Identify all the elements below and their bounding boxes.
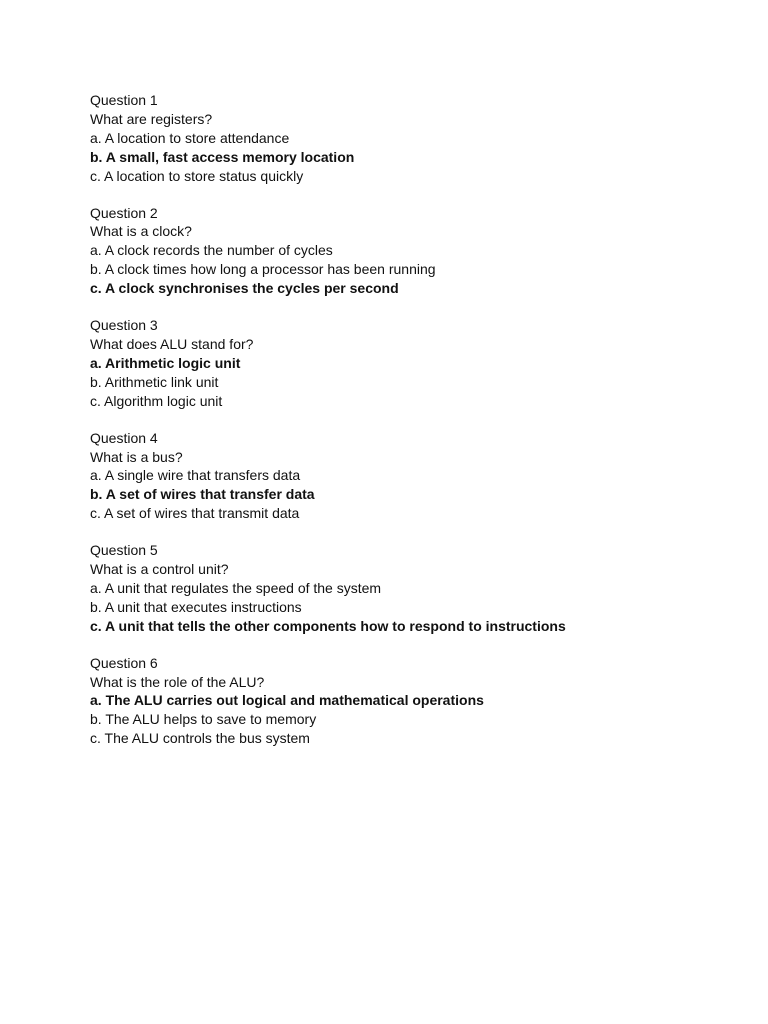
question-heading: Question 5 — [90, 542, 158, 559]
answer-option: a. A location to store attendance — [90, 129, 290, 146]
question-heading: Question 1 — [90, 92, 158, 108]
answer-option: a. A clock records the number of cycles — [90, 242, 333, 259]
question-block — [90, 91, 768, 186]
answer-option: a. The ALU carries out logical and mathematical operations — [90, 692, 484, 709]
question-heading: Question 2 — [90, 204, 158, 221]
answer-option: c. Algorithm logic unit — [90, 392, 223, 409]
question-block — [90, 541, 768, 636]
answer-option: a. Arithmetic logic unit — [90, 354, 241, 371]
question-block — [90, 429, 768, 524]
question-prompt: What is a bus? — [90, 448, 183, 465]
answer-option: b. A clock times how long a processor has been running — [90, 261, 436, 278]
answer-option: c. A clock synchronises the cycles per second — [90, 280, 399, 297]
answer-option: a. A single wire that transfers data — [90, 467, 301, 484]
answer-option: b. Arithmetic link unit — [90, 373, 219, 390]
question-heading: Question 3 — [90, 317, 158, 334]
answer-option: c. A set of wires that transmit data — [90, 505, 300, 522]
question-heading: Question 4 — [90, 429, 158, 446]
answer-option: b. The ALU helps to save to memory — [90, 711, 317, 728]
answer-option: c. A location to store status quickly — [90, 167, 304, 184]
question-block — [90, 316, 768, 411]
question-prompt: What is a control unit? — [90, 561, 229, 578]
question-heading: Question 6 — [90, 654, 158, 671]
question-prompt: What does ALU stand for? — [90, 335, 254, 352]
answer-option: c. A unit that tells the other components how to respond to instructions — [90, 617, 566, 634]
answer-option: a. A unit that regulates the speed of the system — [90, 579, 382, 596]
question-prompt: What are registers? — [90, 110, 213, 127]
question-prompt: What is the role of the ALU? — [90, 673, 265, 690]
answer-option: b. A small, fast access memory location — [90, 148, 355, 165]
answer-option: b. A unit that executes instructions — [90, 598, 302, 615]
question-block — [90, 654, 768, 749]
question-prompt: What is a clock? — [90, 223, 192, 240]
question-block — [90, 204, 768, 299]
answer-option: b. A set of wires that transfer data — [90, 486, 315, 503]
answer-option: c. The ALU controls the bus system — [90, 730, 310, 747]
